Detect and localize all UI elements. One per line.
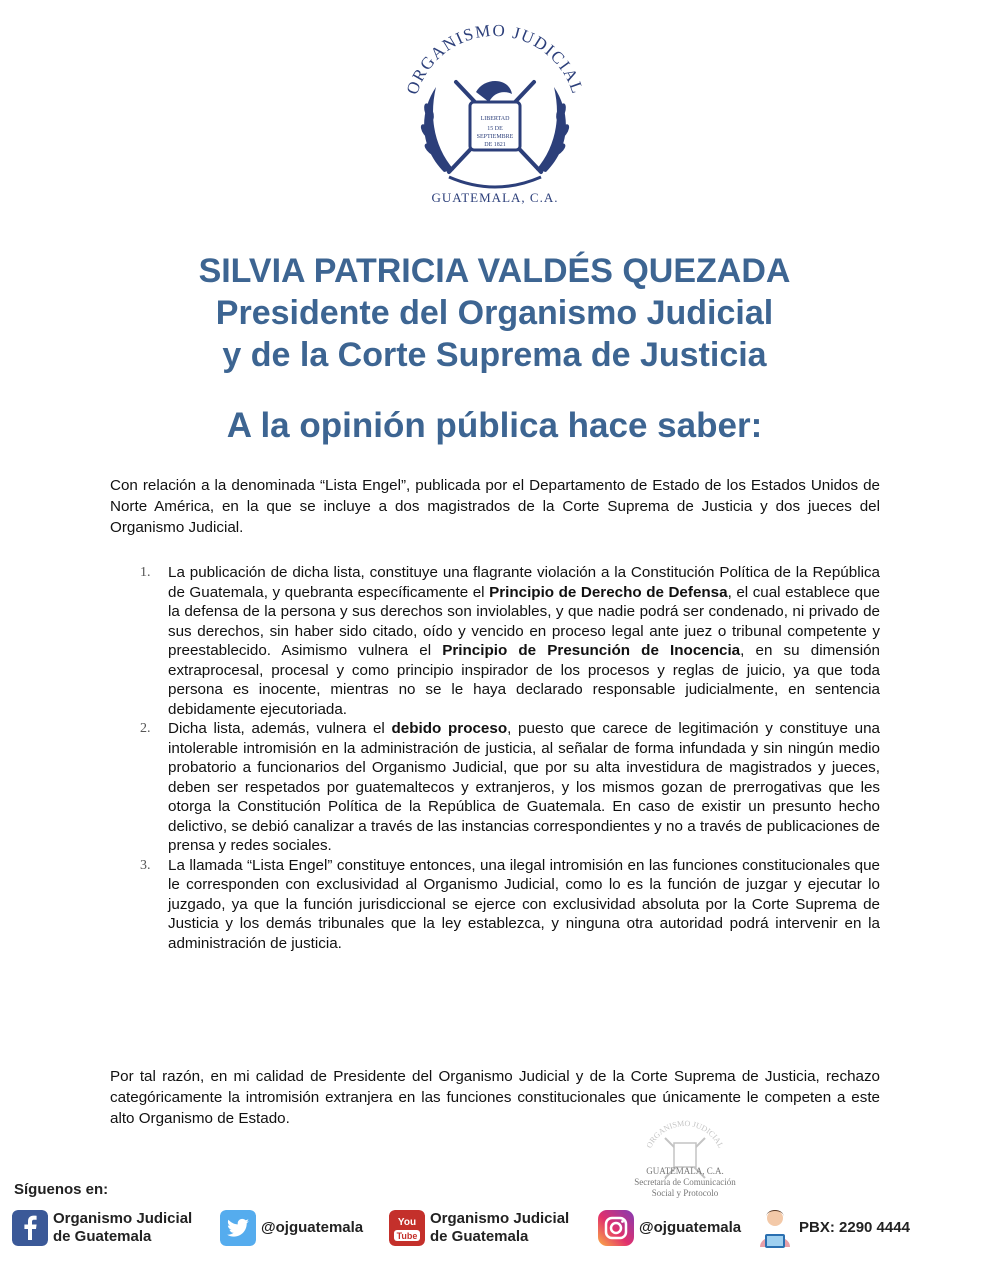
list-item-text: , puesto que carece de legitimación y constituye una intolerable intromisión en la administración de justicia, al señalar de forma infundada y sin ningún medio probatorio a funcionarios del Organismo Judicial, que por su alta investidura de magistrados y jueces, deben ser respetados por guatemaltecos y extranjeros, y los mismos gozan de prerrogativas que les otorga la Constitución Política de la República de Guatemala. En caso de existir un presunto hecho delictivo, se debió canalizar a través de las instancias correspondientes y no a través de publicaciones de prensa y redes sociales. [168, 720, 880, 854]
youtube-label-2: de Guatemala [430, 1228, 529, 1245]
seal-caption: GUATEMALA, C.A. [431, 190, 559, 205]
list-item-bold: debido proceso [391, 720, 508, 737]
stamp-line: GUATEMALA, C.A. [646, 1166, 724, 1176]
instagram-handle: @ojguatemala [639, 1219, 742, 1236]
svg-text:SEPTIEMBRE: SEPTIEMBRE [476, 134, 514, 140]
list-item-bold: Principio de Presunción de Inocencia [442, 642, 741, 659]
operator-icon [756, 1207, 794, 1249]
list-item-number: 3. [140, 857, 151, 873]
facebook-label-1: Organismo Judicial [53, 1210, 193, 1227]
organismo-judicial-seal [384, 22, 606, 212]
closing-paragraph: Por tal razón, en mi calidad de Presidente del Organismo Judicial y de la Corte Suprema de Justicia, rechazo categóricamente la intromisión extranjera en las funciones constitucionales que únicamente le competen a este alto Organismo de Estado. [110, 1068, 880, 1127]
pbx-contact[interactable] [756, 1206, 910, 1250]
youtube-label-1: Organismo Judicial [430, 1210, 570, 1227]
list-item-text: Dicha lista, además, vulnera el [168, 720, 392, 737]
follow-label: Síguenos en: [14, 1181, 109, 1198]
stamp-line: Social y Protocolo [651, 1188, 719, 1198]
svg-text:You: You [397, 1217, 417, 1228]
title-name: SILVIA PATRICIA VALDÉS QUEZADA [198, 252, 791, 290]
twitter-handle: @ojguatemala [261, 1219, 364, 1236]
list-item [110, 856, 880, 954]
list-item-text: , en su dimensión extraprocesal, procesal y como principio inspirador de los procesos y reglas de juicio, ya que toda persona es inocente, mientras no se le haya declarado responsable judicialmente, en sentencia debidamente ejecutoriada. [168, 642, 880, 718]
facebook-label-2: de Guatemala [53, 1228, 152, 1245]
document-subtitle: A la opinión pública hace saber: [226, 406, 763, 445]
list-item-number: 2. [140, 721, 151, 736]
seal-arc-text: ORGANISMO JUDICIAL [402, 22, 588, 97]
twitter-link[interactable] [220, 1206, 363, 1250]
pbx-number: PBX: 2290 4444 [799, 1219, 910, 1236]
list-item [110, 563, 880, 719]
list-item-text: , el cual establece que la defensa de la persona y sus derechos son inviolables, y que nadie podrá ser condenado, ni privado de sus derechos, sin haber sido citado, oído y vencido en proceso legal ante juez o tribunal competente y preestablecido. Asimismo vulnera el [168, 583, 880, 659]
youtube-icon [389, 1210, 425, 1246]
stamp-line: Secretaría de Comunicación [634, 1177, 736, 1187]
youtube-link[interactable] [389, 1206, 569, 1250]
list-item-bold: Principio de Derecho de Defensa [489, 583, 728, 601]
stamp-arc-text: ORGANISMO JUDICIAL [644, 1118, 726, 1150]
numbered-list [110, 563, 880, 953]
svg-text:DE 1821: DE 1821 [484, 142, 506, 148]
svg-text:Tube: Tube [396, 1231, 418, 1241]
instagram-link[interactable] [598, 1206, 741, 1250]
list-item-text: La publicación de dicha lista, constituye una flagrante violación a la Constitución Política de la República de Guatemala, y quebranta específicamente el [168, 564, 880, 601]
title-position-1: Presidente del Organismo Judicial [215, 294, 774, 332]
facebook-icon [12, 1210, 48, 1246]
stamp-text [610, 1166, 760, 1199]
svg-text:15 DE: 15 DE [487, 126, 503, 132]
list-item-text: La llamada “Lista Engel” constituye entonces, una ilegal intromisión en las funciones constitucionales que le corresponden con exclusividad al Organismo Judicial, como lo es la función de juzgar y ejecutar lo juzgado, ya que la función jurisdiccional se ejerce con exclusividad absoluta por la Corte Suprema de Justicia y los demás tribunales que la ley establezca, y ninguna otra autoridad podrá intervenir en la administración de justicia. [168, 856, 880, 952]
title-position-2: y de la Corte Suprema de Justicia [222, 336, 767, 374]
instagram-icon [598, 1210, 634, 1246]
intro-paragraph: Con relación a la denominada “Lista Engel”, publicada por el Departamento de Estado de los Estados Unidos de Norte América, en la que se incluye a dos magistrados de la Corte Suprema de Justicia y dos jueces del Organismo Judicial. [110, 477, 880, 536]
twitter-icon [220, 1210, 256, 1246]
document-title [0, 250, 989, 376]
facebook-link[interactable] [12, 1206, 192, 1250]
list-item-number: 1. [140, 565, 151, 580]
list-item [110, 719, 880, 856]
svg-text:LIBERTAD: LIBERTAD [480, 116, 510, 122]
